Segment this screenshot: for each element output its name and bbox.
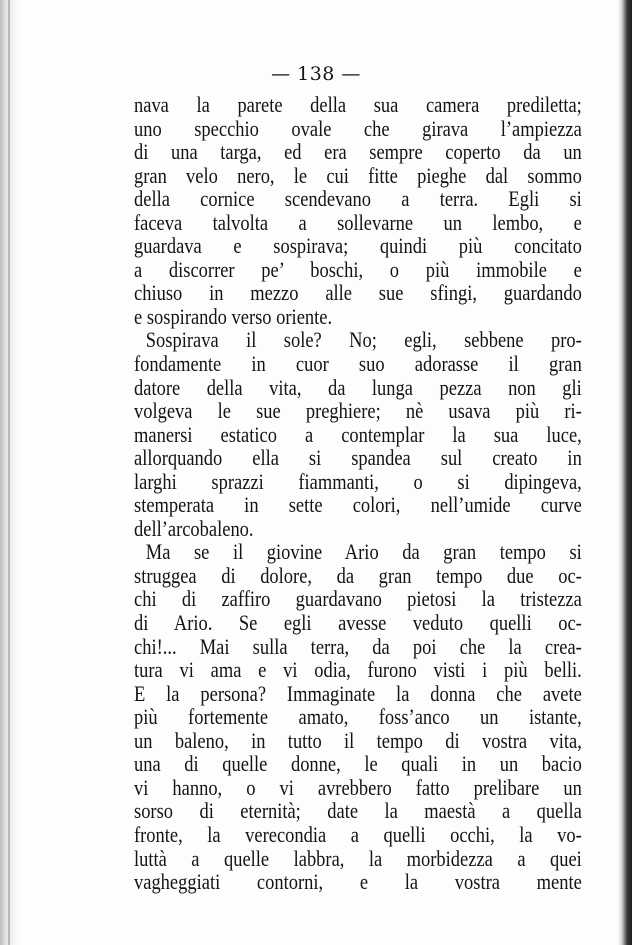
- text-line: gran velo nero, le cui fitte pieghe dal sommo: [134, 162, 582, 188]
- page-left-edge: [0, 0, 20, 945]
- text-line: allorquando ella si spandea sul creato in: [134, 445, 582, 471]
- text-line: dell’arcobaleno.: [134, 515, 254, 541]
- text-line: della cornice scendevano a terra. Egli si: [134, 186, 582, 212]
- text-line: E la persona? Immaginate la donna che avete: [134, 680, 582, 706]
- body-text: [134, 93, 582, 894]
- text-line: fronte, la verecondia a quelli occhi, la vo-: [134, 821, 582, 847]
- text-line: più fortemente amato, foss’anco un istante,: [134, 704, 582, 730]
- text-line: volgeva le sue preghiere; nè usava più ri-: [134, 398, 582, 424]
- text-line: a discorrer pe’ boschi, o più immobile e: [134, 256, 582, 282]
- text-line: larghi sprazzi fiammanti, o si dipingeva,: [134, 468, 582, 494]
- text-line: struggea di dolore, da gran tempo due oc-: [134, 562, 582, 588]
- text-line: tura vi ama e vi odia, furono visti i più belli.: [134, 657, 582, 683]
- text-line: datore della vita, da lunga pezza non gli: [134, 374, 582, 400]
- text-line: sorso di eternità; date la maestà a quella: [134, 798, 582, 824]
- text-line: vi hanno, o vi avrebbero fatto prelibare un: [134, 774, 582, 800]
- page-right-edge: [618, 0, 632, 945]
- text-line: vagheggiati contorni, e la vostra mente: [134, 869, 582, 895]
- text-line: uno specchio ovale che girava l’ampiezza: [134, 115, 582, 141]
- text-line: chi!... Mai sulla terra, da poi che la crea-: [134, 633, 582, 659]
- binding-shadow: [8, 0, 10, 945]
- text-line: Sospirava il sole? No; egli, sebbene pro-: [145, 327, 582, 353]
- text-line: manersi estatico a contemplar la sua luce,: [134, 421, 582, 447]
- text-line: di Ario. Se egli avesse veduto quelli oc-: [134, 610, 582, 636]
- text-line: di una targa, ed era sempre coperto da un: [134, 139, 582, 165]
- text-line: una di quelle donne, le quali in un bacio: [134, 751, 582, 777]
- page-number: — 138 —: [271, 63, 361, 85]
- text-line: guardava e sospirava; quindi più concitato: [134, 233, 582, 259]
- text-line: luttà a quelle labbra, la morbidezza a quei: [134, 845, 582, 871]
- text-line: e sospirando verso oriente.: [134, 303, 333, 329]
- text-line: chiuso in mezzo alle sue sfingi, guardando: [134, 280, 582, 306]
- text-line: un baleno, in tutto il tempo di vostra vita,: [134, 727, 582, 753]
- text-line: stemperata in sette colori, nell’umide curve: [134, 492, 582, 518]
- text-line: Ma se il giovine Ario da gran tempo si: [145, 539, 582, 565]
- text-line: fondamente in cuor suo adorasse il gran: [134, 351, 582, 377]
- text-line: chi di zaffiro guardavano pietosi la tristezza: [134, 586, 582, 612]
- text-line: faceva talvolta a sollevarne un lembo, e: [134, 209, 582, 235]
- text-line: nava la parete della sua camera prediletta;: [134, 92, 582, 117]
